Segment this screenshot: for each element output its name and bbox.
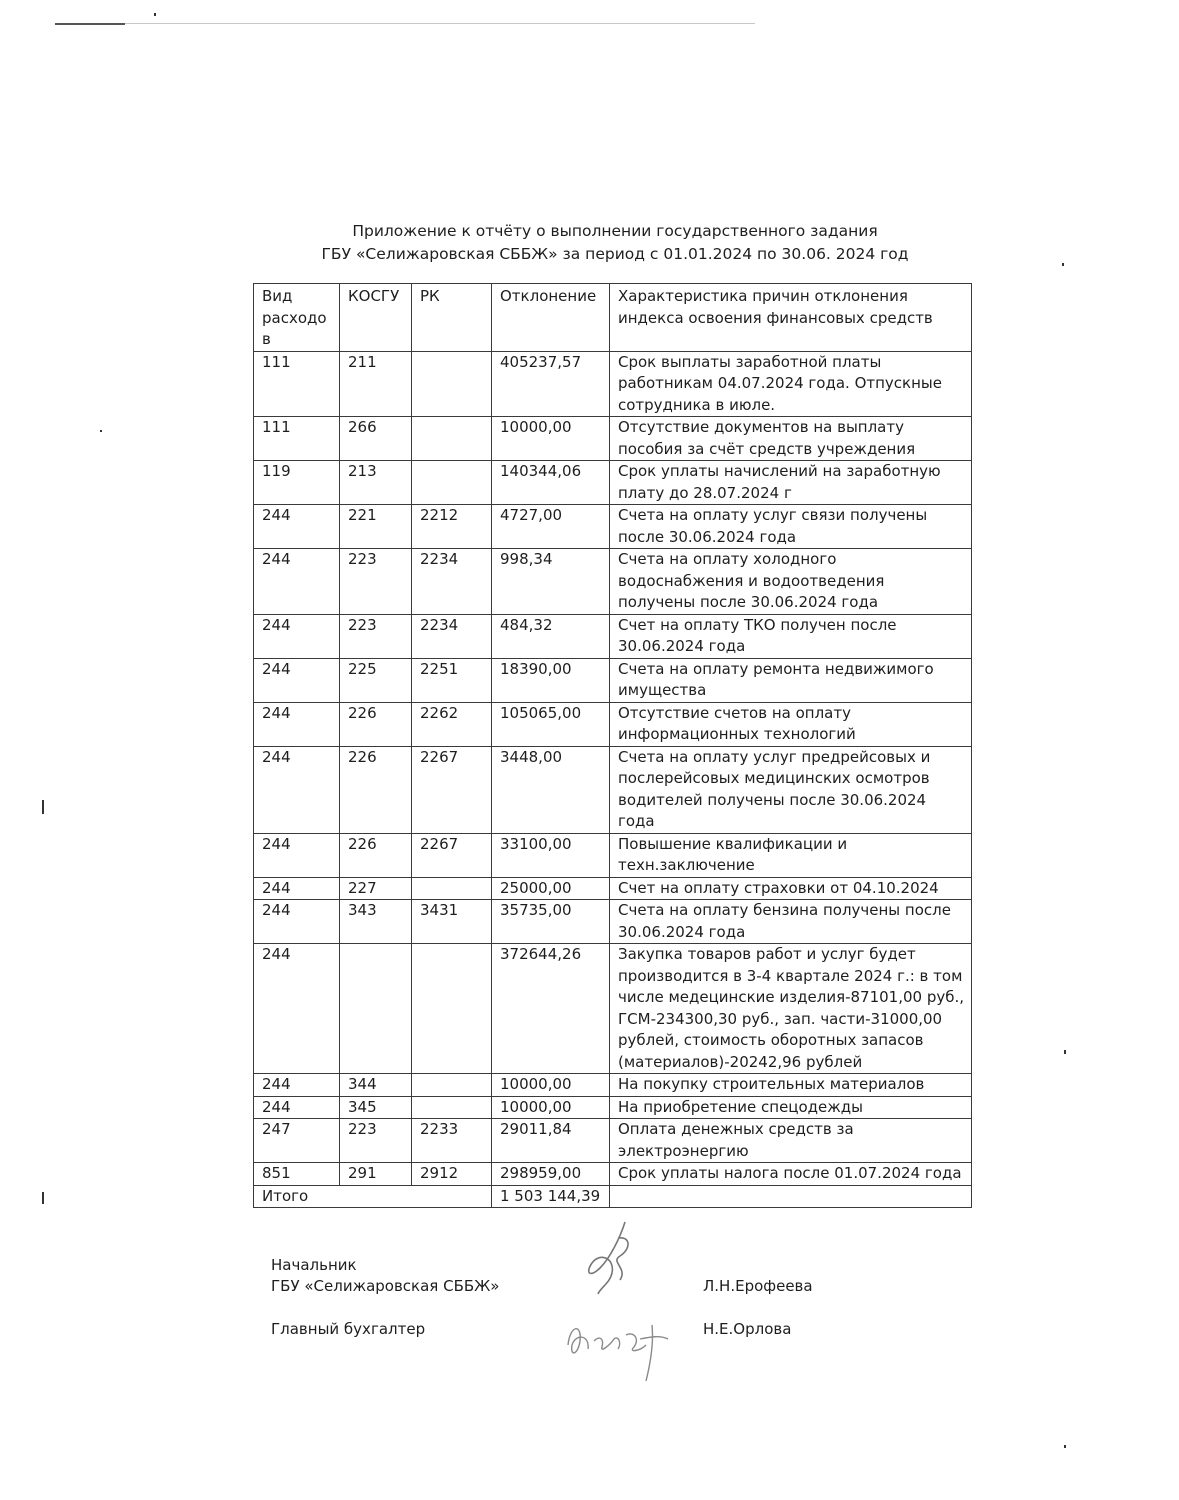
cell-deviation: 372644,26 [492,944,610,1074]
cell-kosgu: 266 [340,417,412,461]
cell-reason: Срок выплаты заработной платы работникам 04.07.2024 года. Отпускные сотрудника в июле. [610,351,972,417]
cell-rk [412,944,492,1074]
cell-deviation: 18390,00 [492,658,610,702]
table-row [254,1163,972,1186]
cell-rk [412,417,492,461]
cell-deviation: 4727,00 [492,505,610,549]
table-row [254,351,972,417]
cell-deviation: 484,32 [492,614,610,658]
scan-speck [100,430,102,432]
cell-kosgu: 225 [340,658,412,702]
signer-1-role [271,1255,531,1297]
handwritten-signature-2 [560,1305,680,1385]
cell-expense-type: 111 [254,351,340,417]
cell-kosgu: 291 [340,1163,412,1186]
cell-reason: Срок уплаты начислений на заработную плату до 28.07.2024 г [610,461,972,505]
cell-deviation: 10000,00 [492,1096,610,1119]
cell-reason: Счета на оплату ремонта недвижимого имущества [610,658,972,702]
table-header-row [254,284,972,352]
scan-artifact-line [55,23,755,24]
header-cell-reason: Характеристика причин отклонения индекса освоения финансовых средств [610,284,972,352]
cell-expense-type: 244 [254,877,340,900]
table-row [254,833,972,877]
table-row [254,658,972,702]
cell-expense-type: 244 [254,702,340,746]
cell-rk [412,351,492,417]
cell-deviation: 105065,00 [492,702,610,746]
table-row [254,1074,972,1097]
document-title [250,220,980,266]
scan-artifact-mark [55,23,125,25]
cell-deviation: 3448,00 [492,746,610,833]
cell-kosgu: 223 [340,614,412,658]
deviation-table [253,283,972,1208]
cell-rk: 2262 [412,702,492,746]
header-cell-kosgu: КОСГУ [340,284,412,352]
cell-rk: 2267 [412,833,492,877]
table-total-row [254,1185,972,1208]
table-row [254,505,972,549]
total-reason-empty [610,1185,972,1208]
cell-kosgu: 221 [340,505,412,549]
table-row [254,877,972,900]
cell-expense-type: 244 [254,1096,340,1119]
cell-deviation: 10000,00 [492,417,610,461]
cell-kosgu: 226 [340,746,412,833]
cell-rk [412,877,492,900]
header-cell-deviation: Отклонение [492,284,610,352]
handwritten-signature-1 [570,1218,650,1298]
scan-speck [42,800,44,814]
cell-rk: 2233 [412,1119,492,1163]
cell-kosgu: 213 [340,461,412,505]
cell-deviation: 25000,00 [492,877,610,900]
header-cell-rk: РК [412,284,492,352]
cell-reason: Счета на оплату бензина получены после 30.06.2024 года [610,900,972,944]
cell-reason: Счет на оплату страховки от 04.10.2024 [610,877,972,900]
cell-rk: 2212 [412,505,492,549]
table-row [254,1096,972,1119]
cell-reason: Счет на оплату ТКО получен после 30.06.2024 года [610,614,972,658]
signer-1-org: ГБУ «Селижаровская СББЖ» [271,1277,500,1295]
cell-reason: Закупка товаров работ и услуг будет производится в 3-4 квартале 2024 г.: в том числе медецинские изделия-87101,00 руб., ГСМ-234300,30 руб., зап. части-31000,00 рублей, стоимость оборотных запасов (материалов)-20242,96 рублей [610,944,972,1074]
title-line-1: Приложение к отчёту о выполнении государственного задания [352,222,878,240]
table-row [254,614,972,658]
signer-2-role: Главный бухгалтер [271,1320,426,1338]
cell-expense-type: 244 [254,549,340,615]
cell-reason: Счета на оплату холодного водоснабжения и водоотведения получены после 30.06.2024 года [610,549,972,615]
cell-expense-type: 119 [254,461,340,505]
cell-deviation: 33100,00 [492,833,610,877]
cell-reason: На приобретение спецодежды [610,1096,972,1119]
cell-expense-type: 244 [254,900,340,944]
cell-kosgu: 223 [340,1119,412,1163]
cell-expense-type: 244 [254,944,340,1074]
cell-expense-type: 111 [254,417,340,461]
table-row [254,417,972,461]
cell-expense-type: 244 [254,833,340,877]
cell-deviation: 405237,57 [492,351,610,417]
header-cell-expense-type: Вид расходов [254,284,340,352]
cell-expense-type: 244 [254,658,340,702]
cell-reason: Срок уплаты налога после 01.07.2024 года [610,1163,972,1186]
cell-rk: 2251 [412,658,492,702]
cell-rk: 2267 [412,746,492,833]
cell-expense-type: 244 [254,614,340,658]
signer-2-name: Н.Е.Орлова [703,1320,792,1338]
cell-deviation: 298959,00 [492,1163,610,1186]
signer-1-title: Начальник [271,1256,357,1274]
table-row [254,549,972,615]
cell-rk: 3431 [412,900,492,944]
cell-deviation: 35735,00 [492,900,610,944]
cell-reason: На покупку строительных материалов [610,1074,972,1097]
table-row [254,900,972,944]
cell-rk [412,1096,492,1119]
cell-reason: Оплата денежных средств за электроэнергию [610,1119,972,1163]
cell-reason: Отсутствие документов на выплату пособия за счёт средств учреждения [610,417,972,461]
cell-expense-type: 244 [254,505,340,549]
title-line-2: ГБУ «Селижаровская СББЖ» за период с 01.01.2024 по 30.06. 2024 год [321,245,909,263]
cell-deviation: 998,34 [492,549,610,615]
cell-kosgu: 226 [340,702,412,746]
scan-speck [42,1192,44,1204]
cell-kosgu: 344 [340,1074,412,1097]
scan-speck [1064,1050,1066,1054]
scan-speck [1064,1445,1066,1448]
table-row [254,746,972,833]
cell-expense-type: 247 [254,1119,340,1163]
cell-kosgu: 343 [340,900,412,944]
cell-deviation: 140344,06 [492,461,610,505]
cell-deviation: 10000,00 [492,1074,610,1097]
cell-reason: Отсутствие счетов на оплату информационных технологий [610,702,972,746]
table-body [254,284,972,1208]
cell-reason: Счета на оплату услуг связи получены после 30.06.2024 года [610,505,972,549]
cell-expense-type: 851 [254,1163,340,1186]
table-row [254,944,972,1074]
total-value: 1 503 144,39 [492,1185,610,1208]
cell-deviation: 29011,84 [492,1119,610,1163]
cell-expense-type: 244 [254,1074,340,1097]
cell-kosgu [340,944,412,1074]
cell-rk [412,461,492,505]
scan-speck [1062,263,1064,266]
cell-kosgu: 211 [340,351,412,417]
total-label: Итого [254,1185,492,1208]
cell-kosgu: 227 [340,877,412,900]
cell-rk [412,1074,492,1097]
cell-rk: 2234 [412,549,492,615]
cell-rk: 2912 [412,1163,492,1186]
table-row [254,702,972,746]
cell-reason: Повышение квалификации и техн.заключение [610,833,972,877]
scan-speck [154,13,156,16]
cell-expense-type: 244 [254,746,340,833]
signer-1-name: Л.Н.Ерофеева [703,1277,813,1295]
cell-rk: 2234 [412,614,492,658]
cell-kosgu: 345 [340,1096,412,1119]
cell-kosgu: 226 [340,833,412,877]
table-row [254,461,972,505]
cell-kosgu: 223 [340,549,412,615]
cell-reason: Счета на оплату услуг предрейсовых и послерейсовых медицинских осмотров водителей получены после 30.06.2024 года [610,746,972,833]
table-row [254,1119,972,1163]
